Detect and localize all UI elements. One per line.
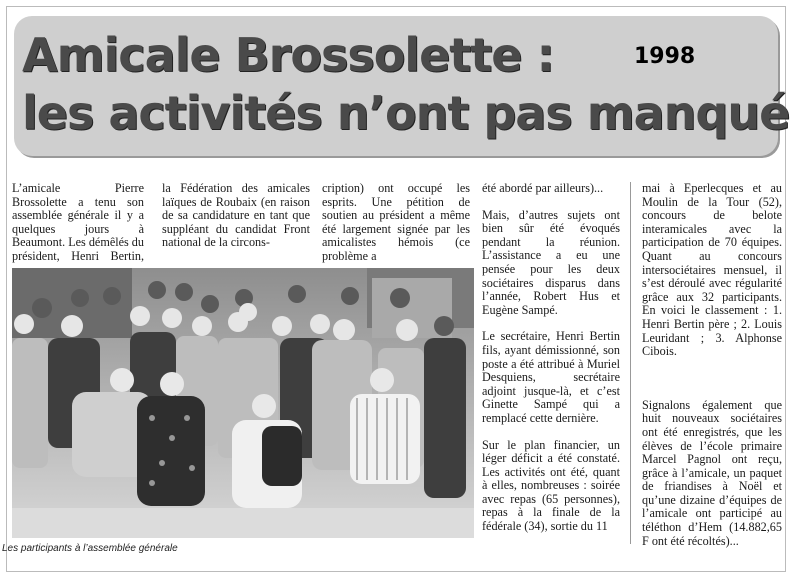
paragraph: Sur le plan financier, un léger déficit a été constaté. Les activités ont été, quant à elles, nombreuses : soirée avec repas (65 personnes), repas à la finale de la fédérale (34), sortie du 11 xyxy=(482,437,620,534)
article-column-5 xyxy=(642,182,782,548)
paragraph: Mais, d’autres sujets ont bien sûr été évoqués pendant la réunion. L’assistance a eu une pensée pour les deux sociétaires disparus dans l’année, Robert Hus et Eugène Sampé. xyxy=(482,207,620,317)
paragraph: Signalons également que huit nouveaux sociétaires ont été enregistrés, que les élèves de l’école primaire Marcel Pagnol ont reçu, grâce à l’amicale, un paquet de friandises à Noël et qu’une dizaine d’équipes de l’amicale ont participé au téléthon d’Hem (14.882,65 F ont été récoltés)... xyxy=(642,397,782,548)
photo-caption: Les participants à l’assemblée générale xyxy=(2,543,178,554)
headline-line-2: les activités n’ont pas manqué xyxy=(22,86,790,140)
year-label: 1998 xyxy=(634,44,696,69)
article-column-1 xyxy=(12,182,144,277)
headline-line-1: Amicale Brossolette : xyxy=(22,28,554,82)
column-divider xyxy=(630,182,631,544)
article-column-3 xyxy=(322,182,470,264)
group-photo xyxy=(12,268,474,538)
paragraph: Le secrétaire, Henri Bertin fils, ayant démissionné, son poste a été attribué à Muriel Desquiens, secrétaire adjoint jusque-là, et c’est Ginette Sampé qui a remplacé cette dernière. xyxy=(482,329,620,425)
paragraph: L’amicale Pierre Brossolette a tenu son assemblée générale il y a quelques jours à Beaumont. Les démêlés du président, Henri Bertin, xyxy=(12,181,144,263)
paragraph: cription) ont occupé les esprits. Une pétition de soutien au président a même été largement signée par les amicalistes hémois (ce problème a xyxy=(322,181,470,263)
paragraph: été abordé par ailleurs)... xyxy=(482,181,604,195)
article-column-4 xyxy=(482,182,620,534)
article-column-2 xyxy=(162,182,310,250)
paragraph: mai à Eperlecques et au Moulin de la Tour (52), concours de belote interamicales avec la participation de 70 équipes. Quant au concours intersociétaires mensuel, il s’est déroulé avec régularité grâce aux 32 participants. En voici le classement : 1. Henri Bertin père ; 2. Louis Leuridant ; 3. Alphonse Cibois. xyxy=(642,181,782,359)
paragraph: la Fédération des amicales laïques de Roubaix (en raison de sa candidature en tant que suppléant du candidat Front national de la circons- xyxy=(162,181,310,250)
group-photo-image xyxy=(12,268,474,538)
